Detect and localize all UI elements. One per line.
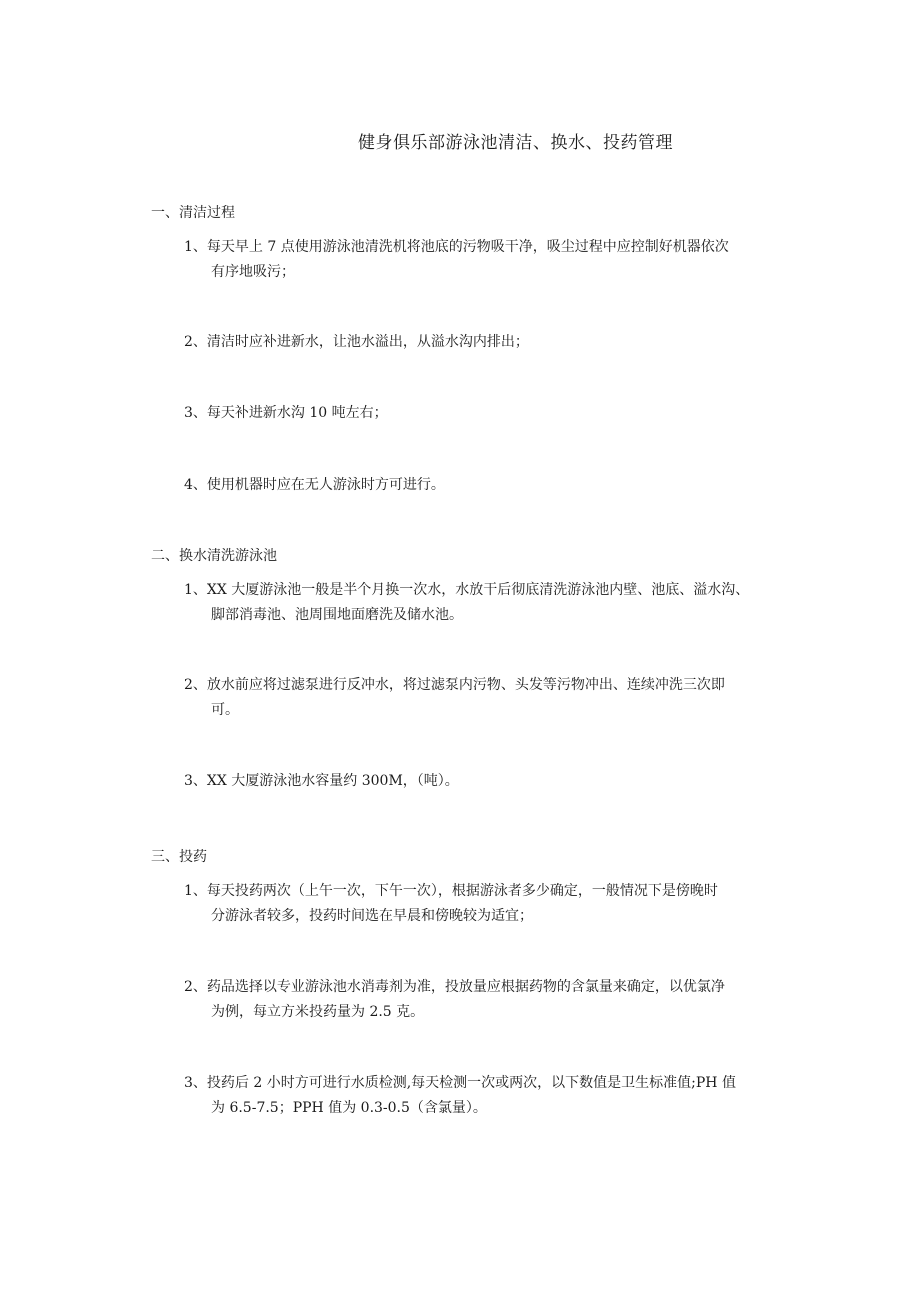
list-item-line: 2、药品选择以专业游泳池水消毒剂为准，投放量应根据药物的含氯量来确定，以优氯净: [184, 979, 725, 995]
list-item: [184, 1071, 792, 1121]
list-item: [184, 975, 792, 1025]
list-item: [184, 769, 792, 794]
list-item: [184, 473, 792, 498]
list-item-line: 1、XX 大厦游泳池一般是半个月换一次水，水放干后彻底清洗游泳池内壁、池底、溢水沟、: [184, 582, 750, 598]
list-item-line: 3、XX 大厦游泳池水容量约 300M，（吨）。: [184, 773, 459, 789]
list-item-line: 1、每天投药两次（上午一次，下午一次），根据游泳者多少确定，一般情况下是傍晚时: [184, 883, 718, 899]
list-item-line: 脚部消毒池、池周围地面磨洗及储水池。: [211, 607, 463, 623]
list-item-line: 为例，每立方米投药量为 2.5 克。: [211, 1004, 425, 1020]
list-item-line: 2、清洁时应补进新水，让池水溢出，从溢水沟内排出；: [184, 334, 529, 350]
list-item: [184, 235, 792, 285]
list-item: [184, 879, 792, 929]
list-item-line: 3、每天补进新水沟 10 吨左右；: [184, 405, 388, 421]
document-title: 健身俱乐部游泳池清洁、换水、投药管理: [358, 133, 673, 153]
list-item-line: 有序地吸污；: [211, 264, 295, 280]
list-item-line: 1、每天早上 7 点使用游泳池清洗机将池底的污物吸干净，吸尘过程中应控制好机器依次: [184, 239, 729, 255]
list-item-line: 可。: [211, 702, 239, 718]
list-item: [184, 673, 792, 723]
section-heading-cleaning: 一、清洁过程: [151, 205, 235, 221]
list-item-line: 3、投药后 2 小时方可进行水质检测,每天检测一次或两次，以下数值是卫生标准值;PH 值: [184, 1075, 736, 1091]
list-item-line: 2、放水前应将过滤泵进行反冲水，将过滤泵内污物、头发等污物冲出、连续冲洗三次即: [184, 677, 725, 693]
list-item-line: 4、使用机器时应在无人游泳时方可进行。: [184, 477, 445, 493]
section-heading-water-change: 二、换水清洗游泳池: [151, 548, 277, 564]
list-item-line: 分游泳者较多，投药时间选在早晨和傍晚较为适宜；: [211, 908, 533, 924]
section-heading-dosing: 三、投药: [151, 849, 207, 865]
list-item: [184, 401, 792, 426]
list-item: [184, 330, 792, 355]
list-item: [184, 578, 792, 628]
list-item-line: 为 6.5-7.5；PPH 值为 0.3-0.5（含氯量）。: [211, 1100, 487, 1116]
